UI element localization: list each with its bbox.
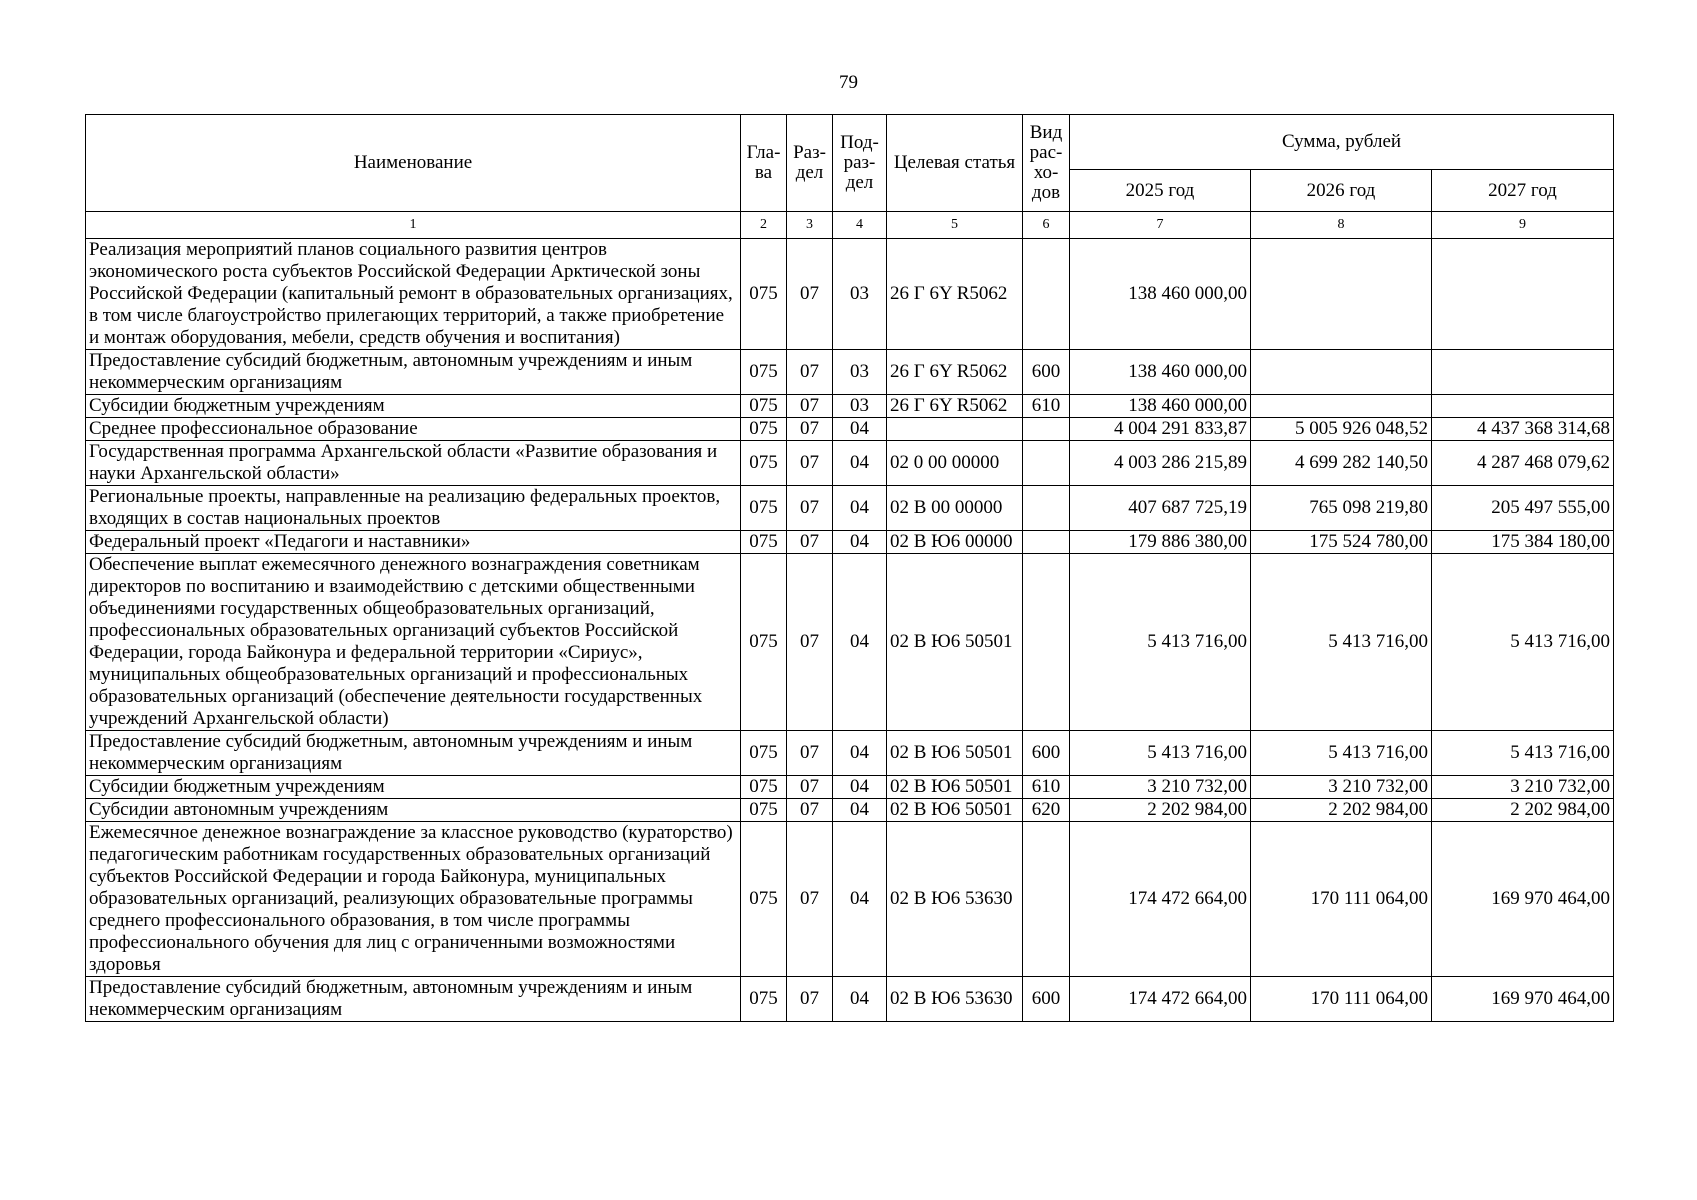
expense-type-cell — [1023, 822, 1070, 977]
subsection-cell: 04 — [833, 776, 887, 799]
section-cell: 07 — [787, 799, 833, 822]
name-cell: Среднее профессиональное образование — [86, 418, 741, 441]
amount-2025-cell: 4 003 286 215,89 — [1070, 441, 1251, 486]
amount-2026-cell: 175 524 780,00 — [1251, 531, 1432, 554]
name-cell: Предоставление субсидий бюджетным, автономным учреждениям и иным некоммерческим организациям — [86, 350, 741, 395]
header-target-article: Целевая статья — [887, 115, 1023, 212]
section-cell: 07 — [787, 350, 833, 395]
expense-type-cell — [1023, 418, 1070, 441]
name-cell: Ежемесячное денежное вознаграждение за классное руководство (кураторство) педагогическим работникам государственных образовательных организаций субъектов Российской Федерации и города Байконура, муниципальных образовательных организаций, реализующих образовательные программы среднего профессионального образования, в том числе программы профессионального обучения для лиц с ограниченными возможностями здоровья — [86, 822, 741, 977]
amount-2026-cell: 2 202 984,00 — [1251, 799, 1432, 822]
expense-type-cell: 610 — [1023, 776, 1070, 799]
chapter-cell: 075 — [741, 239, 787, 350]
amount-2025-cell: 3 210 732,00 — [1070, 776, 1251, 799]
amount-2026-cell: 170 111 064,00 — [1251, 822, 1432, 977]
column-number-row — [86, 212, 1614, 239]
expense-type-cell — [1023, 554, 1070, 731]
chapter-cell: 075 — [741, 441, 787, 486]
amount-2025-cell: 5 413 716,00 — [1070, 731, 1251, 776]
chapter-cell: 075 — [741, 554, 787, 731]
amount-2025-cell: 174 472 664,00 — [1070, 977, 1251, 1022]
amount-2025-cell: 407 687 725,19 — [1070, 486, 1251, 531]
amount-2026-cell: 765 098 219,80 — [1251, 486, 1432, 531]
section-cell: 07 — [787, 531, 833, 554]
column-number: 7 — [1070, 212, 1251, 239]
name-cell: Федеральный проект «Педагоги и наставники» — [86, 531, 741, 554]
amount-2026-cell: 170 111 064,00 — [1251, 977, 1432, 1022]
name-cell: Субсидии бюджетным учреждениям — [86, 776, 741, 799]
header-section: Раз-дел — [787, 115, 833, 212]
chapter-cell: 075 — [741, 822, 787, 977]
column-number: 2 — [741, 212, 787, 239]
amount-2027-cell: 3 210 732,00 — [1432, 776, 1614, 799]
subsection-cell: 04 — [833, 441, 887, 486]
section-cell: 07 — [787, 418, 833, 441]
expense-type-cell: 610 — [1023, 395, 1070, 418]
column-number: 5 — [887, 212, 1023, 239]
subsection-cell: 04 — [833, 554, 887, 731]
column-number: 8 — [1251, 212, 1432, 239]
name-cell: Предоставление субсидий бюджетным, автономным учреждениям и иным некоммерческим организациям — [86, 977, 741, 1022]
name-cell: Региональные проекты, направленные на реализацию федеральных проектов, входящих в состав национальных проектов — [86, 486, 741, 531]
subsection-cell: 04 — [833, 486, 887, 531]
amount-2027-cell: 4 437 368 314,68 — [1432, 418, 1614, 441]
header-chapter: Гла-ва — [741, 115, 787, 212]
table-row — [86, 486, 1614, 531]
amount-2026-cell: 5 413 716,00 — [1251, 554, 1432, 731]
amount-2025-cell: 174 472 664,00 — [1070, 822, 1251, 977]
expense-type-cell: 600 — [1023, 977, 1070, 1022]
table-row — [86, 441, 1614, 486]
table-row — [86, 418, 1614, 441]
target-article-cell: 02 В Ю6 50501 — [887, 731, 1023, 776]
amount-2025-cell: 138 460 000,00 — [1070, 239, 1251, 350]
target-article-cell: 02 В 00 00000 — [887, 486, 1023, 531]
section-cell: 07 — [787, 554, 833, 731]
amount-2025-cell: 138 460 000,00 — [1070, 395, 1251, 418]
chapter-cell: 075 — [741, 395, 787, 418]
column-number: 9 — [1432, 212, 1614, 239]
chapter-cell: 075 — [741, 418, 787, 441]
expense-type-cell — [1023, 441, 1070, 486]
target-article-cell: 26 Г 6Y R5062 — [887, 350, 1023, 395]
amount-2025-cell: 5 413 716,00 — [1070, 554, 1251, 731]
expense-type-cell — [1023, 531, 1070, 554]
table-body — [86, 212, 1614, 1022]
chapter-cell: 075 — [741, 731, 787, 776]
target-article-cell: 02 В Ю6 53630 — [887, 822, 1023, 977]
amount-2026-cell: 4 699 282 140,50 — [1251, 441, 1432, 486]
section-cell: 07 — [787, 441, 833, 486]
target-article-cell: 02 В Ю6 50501 — [887, 776, 1023, 799]
subsection-cell: 04 — [833, 731, 887, 776]
table-row — [86, 531, 1614, 554]
column-number: 4 — [833, 212, 887, 239]
subsection-cell: 04 — [833, 799, 887, 822]
header-expense-type: Вид рас-хо-дов — [1023, 115, 1070, 212]
chapter-cell: 075 — [741, 799, 787, 822]
table-row — [86, 731, 1614, 776]
amount-2026-cell — [1251, 239, 1432, 350]
name-cell: Субсидии автономным учреждениям — [86, 799, 741, 822]
header-subsection: Под-раз-дел — [833, 115, 887, 212]
target-article-cell: 02 0 00 00000 — [887, 441, 1023, 486]
table-row — [86, 554, 1614, 731]
expense-type-cell — [1023, 486, 1070, 531]
section-cell: 07 — [787, 731, 833, 776]
amount-2027-cell — [1432, 395, 1614, 418]
amount-2025-cell: 138 460 000,00 — [1070, 350, 1251, 395]
table-row — [86, 822, 1614, 977]
amount-2027-cell: 205 497 555,00 — [1432, 486, 1614, 531]
column-number: 6 — [1023, 212, 1070, 239]
chapter-cell: 075 — [741, 350, 787, 395]
header-sum: Сумма, рублей — [1070, 115, 1614, 170]
column-number: 3 — [787, 212, 833, 239]
amount-2027-cell: 5 413 716,00 — [1432, 554, 1614, 731]
target-article-cell: 02 В Ю6 50501 — [887, 554, 1023, 731]
header-year-2026: 2026 год — [1251, 170, 1432, 212]
amount-2026-cell — [1251, 395, 1432, 418]
section-cell: 07 — [787, 239, 833, 350]
target-article-cell: 02 В Ю6 50501 — [887, 799, 1023, 822]
expense-type-cell: 620 — [1023, 799, 1070, 822]
subsection-cell: 04 — [833, 418, 887, 441]
expense-type-cell — [1023, 239, 1070, 350]
section-cell: 07 — [787, 822, 833, 977]
chapter-cell: 075 — [741, 486, 787, 531]
amount-2026-cell: 5 005 926 048,52 — [1251, 418, 1432, 441]
amount-2027-cell: 5 413 716,00 — [1432, 731, 1614, 776]
amount-2025-cell: 2 202 984,00 — [1070, 799, 1251, 822]
subsection-cell: 03 — [833, 395, 887, 418]
amount-2027-cell: 4 287 468 079,62 — [1432, 441, 1614, 486]
target-article-cell: 02 В Ю6 00000 — [887, 531, 1023, 554]
chapter-cell: 075 — [741, 531, 787, 554]
subsection-cell: 04 — [833, 977, 887, 1022]
subsection-cell: 03 — [833, 239, 887, 350]
table-row — [86, 799, 1614, 822]
page-number: 79 — [839, 72, 858, 93]
amount-2027-cell: 169 970 464,00 — [1432, 822, 1614, 977]
subsection-cell: 04 — [833, 531, 887, 554]
amount-2027-cell: 175 384 180,00 — [1432, 531, 1614, 554]
amount-2025-cell: 4 004 291 833,87 — [1070, 418, 1251, 441]
chapter-cell: 075 — [741, 977, 787, 1022]
section-cell: 07 — [787, 486, 833, 531]
header-year-2027: 2027 год — [1432, 170, 1614, 212]
amount-2027-cell — [1432, 350, 1614, 395]
name-cell: Обеспечение выплат ежемесячного денежного вознаграждения советникам директоров по воспитанию и взаимодействию с детскими общественными объединениями государственных общеобразовательных организаций, профессиональных образовательных организаций субъектов Российской Федерации, города Байконура и федеральной территории «Сириус», муниципальных общеобразовательных организаций и профессиональных образовательных организаций (обеспечение деятельности государственных учреждений Архангельской области) — [86, 554, 741, 731]
column-number: 1 — [86, 212, 741, 239]
name-cell: Предоставление субсидий бюджетным, автономным учреждениям и иным некоммерческим организациям — [86, 731, 741, 776]
amount-2025-cell: 179 886 380,00 — [1070, 531, 1251, 554]
subsection-cell: 03 — [833, 350, 887, 395]
target-article-cell: 26 Г 6Y R5062 — [887, 239, 1023, 350]
budget-table — [85, 114, 1614, 1022]
section-cell: 07 — [787, 395, 833, 418]
header-name: Наименование — [86, 115, 741, 212]
subsection-cell: 04 — [833, 822, 887, 977]
section-cell: 07 — [787, 977, 833, 1022]
chapter-cell: 075 — [741, 776, 787, 799]
table-row — [86, 977, 1614, 1022]
target-article-cell — [887, 418, 1023, 441]
name-cell: Реализация мероприятий планов социального развития центров экономического роста субъектов Российской Федерации Арктической зоны Российской Федерации (капитальный ремонт в образовательных организациях, в том числе благоустройство прилегающих территорий, а также приобретение и монтаж оборудования, мебели, средств обучения и воспитания) — [86, 239, 741, 350]
target-article-cell: 26 Г 6Y R5062 — [887, 395, 1023, 418]
table-row — [86, 395, 1614, 418]
header-year-2025: 2025 год — [1070, 170, 1251, 212]
expense-type-cell: 600 — [1023, 731, 1070, 776]
table-row — [86, 776, 1614, 799]
table-row — [86, 350, 1614, 395]
amount-2027-cell: 2 202 984,00 — [1432, 799, 1614, 822]
name-cell: Субсидии бюджетным учреждениям — [86, 395, 741, 418]
target-article-cell: 02 В Ю6 53630 — [887, 977, 1023, 1022]
table-row — [86, 239, 1614, 350]
amount-2027-cell — [1432, 239, 1614, 350]
name-cell: Государственная программа Архангельской области «Развитие образования и науки Архангельской области» — [86, 441, 741, 486]
amount-2026-cell: 3 210 732,00 — [1251, 776, 1432, 799]
amount-2027-cell: 169 970 464,00 — [1432, 977, 1614, 1022]
amount-2026-cell: 5 413 716,00 — [1251, 731, 1432, 776]
section-cell: 07 — [787, 776, 833, 799]
amount-2026-cell — [1251, 350, 1432, 395]
expense-type-cell: 600 — [1023, 350, 1070, 395]
